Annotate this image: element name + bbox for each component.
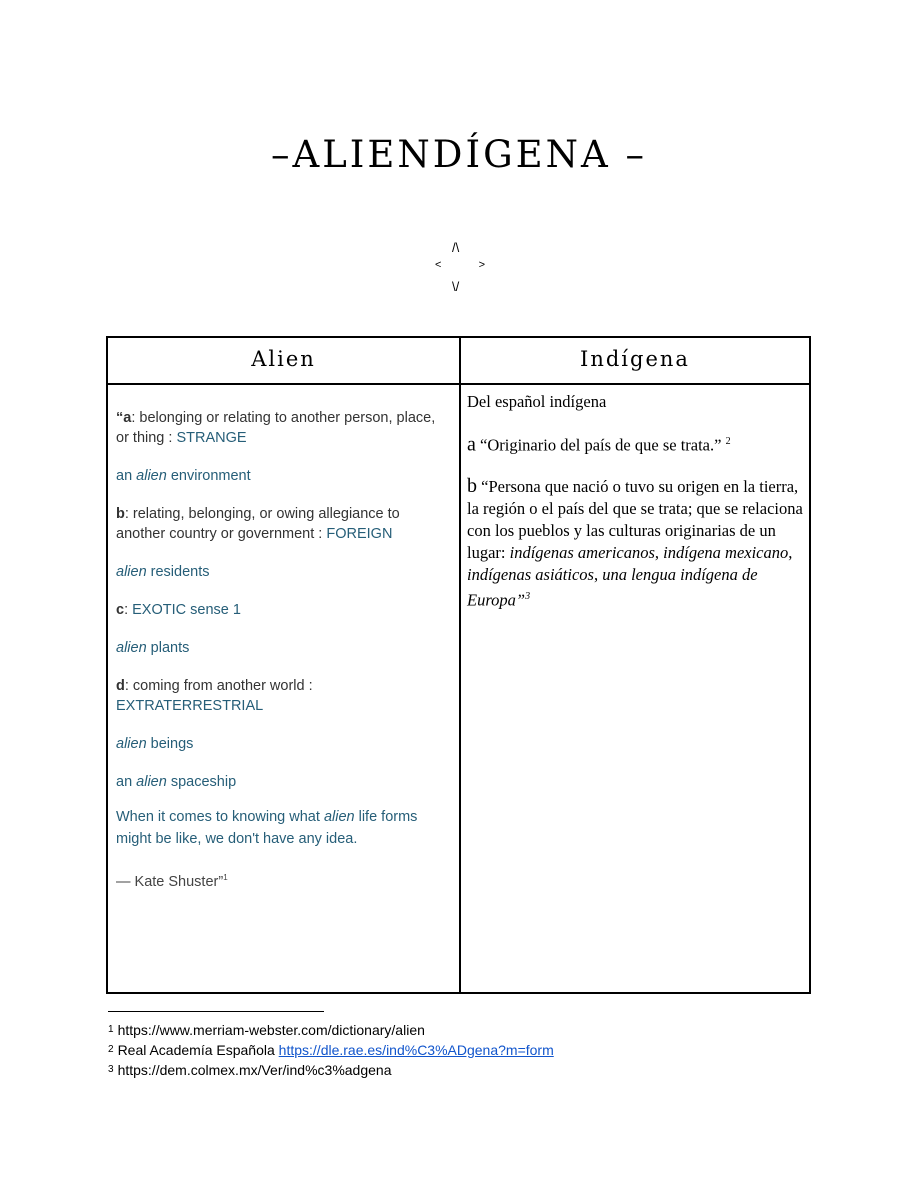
- footnote-ref[interactable]: 1: [223, 873, 228, 882]
- header-alien: Alien: [251, 347, 316, 371]
- comparison-table: [106, 336, 811, 994]
- alien-def-c: [116, 600, 452, 620]
- def-text: : relating, belonging, or owing allegiance to another country or government :: [116, 506, 400, 542]
- down-arrow-glyph: \/: [452, 279, 460, 294]
- example-word: alien: [136, 468, 167, 484]
- example-word: alien: [116, 736, 147, 752]
- example-text: environment: [166, 468, 251, 484]
- footnote-link[interactable]: https://dle.rae.es/ind%C3%ADgena?m=form: [278, 1042, 554, 1058]
- side-arrows-glyph: [435, 259, 485, 271]
- crossref-link[interactable]: EXOTIC sense 1: [132, 602, 241, 618]
- example-text: indígena mexicano: [663, 542, 789, 562]
- footnote-ref[interactable]: 2: [725, 436, 731, 447]
- def-letter: a: [467, 433, 476, 456]
- table-column-divider: [459, 338, 461, 992]
- alien-quote: [116, 806, 452, 850]
- alien-definition-cell: [116, 408, 452, 892]
- def-text: : coming from another world :: [124, 678, 313, 694]
- footnote-text: https://www.merriam-webster.com/dictionary/alien: [117, 1022, 425, 1038]
- example-text: residents: [146, 564, 210, 580]
- footnote-text: Real Academía Española: [117, 1042, 279, 1058]
- page-title: –ALIENDÍGENA –: [271, 133, 647, 176]
- crossref-link[interactable]: EXTRATERRESTRIAL: [116, 698, 264, 714]
- alien-example-d1: [116, 734, 452, 754]
- footnote-number: 2: [108, 1044, 114, 1055]
- quote-text: life forms might be like, we don't have any idea.: [116, 809, 418, 847]
- open-quote: “: [116, 410, 124, 426]
- footnote-2: [108, 1040, 808, 1060]
- example-text: indígenas asiáticos: [467, 564, 594, 584]
- footnote-1: [108, 1020, 808, 1040]
- alien-example-d2: [116, 772, 452, 792]
- indigena-definition-cell: [467, 391, 807, 629]
- up-arrow-glyph: /\: [452, 240, 460, 255]
- example-word: alien: [116, 564, 147, 580]
- alien-example-a: [116, 466, 452, 486]
- example-text: una lengua indígena de Europa”: [467, 564, 758, 609]
- crossref-link[interactable]: STRANGE: [176, 430, 247, 446]
- footnote-separator: [108, 1011, 324, 1012]
- table-header-divider: [108, 383, 809, 385]
- def-letter: b: [467, 474, 477, 497]
- example-word: alien: [136, 774, 167, 790]
- def-text: : belonging or relating to another person, place, or thing :: [116, 410, 436, 446]
- example-text: an: [116, 468, 137, 484]
- indigena-origin: Del español indígena: [467, 392, 607, 411]
- example-word: alien: [116, 640, 147, 656]
- attribution-text: — Kate Shuster”: [116, 873, 224, 890]
- def-text: “Persona que nació o tuvo su origen en la tierra, la región o el país del que se trata; que se relaciona con los pueblos y las culturas originarias de un lugar:: [467, 476, 803, 562]
- example-text: indígenas americanos: [509, 542, 655, 562]
- quote-word: alien: [323, 809, 355, 825]
- left-arrow-glyph: <: [435, 259, 442, 271]
- footnotes: [108, 1020, 808, 1080]
- alien-example-b: [116, 562, 452, 582]
- quote-text: When it comes to knowing what: [116, 809, 324, 825]
- footnote-number: 1: [108, 1024, 114, 1035]
- def-text: “Originario del país de que se trata.”: [475, 435, 726, 455]
- separator: ,: [593, 564, 603, 584]
- header-indigena: Indígena: [580, 347, 690, 371]
- def-letter: c: [116, 602, 125, 618]
- def-text: :: [124, 602, 133, 618]
- footnote-text: https://dem.colmex.mx/Ver/ind%c3%adgena: [117, 1062, 392, 1078]
- separator: ,: [788, 542, 793, 562]
- footnote-ref[interactable]: 3: [525, 590, 531, 602]
- separator: ,: [654, 542, 664, 562]
- def-letter: a: [123, 410, 132, 426]
- right-arrow-glyph: >: [478, 259, 485, 271]
- alien-example-c: [116, 638, 452, 658]
- quote-attribution: [116, 868, 452, 892]
- alien-def-d: [116, 676, 452, 716]
- alien-def-b: [116, 504, 452, 544]
- indigena-def-b: [467, 475, 807, 612]
- def-letter: b: [116, 506, 125, 522]
- alien-def-a: [116, 408, 452, 448]
- example-text: beings: [146, 736, 194, 752]
- example-text: spaceship: [166, 774, 237, 790]
- example-text: plants: [146, 640, 190, 656]
- footnote-3: [108, 1060, 808, 1080]
- crossref-link[interactable]: FOREIGN: [326, 526, 393, 542]
- def-letter: d: [116, 678, 125, 694]
- example-text: an: [116, 774, 137, 790]
- indigena-def-a: [467, 431, 807, 457]
- footnote-number: 3: [108, 1064, 114, 1075]
